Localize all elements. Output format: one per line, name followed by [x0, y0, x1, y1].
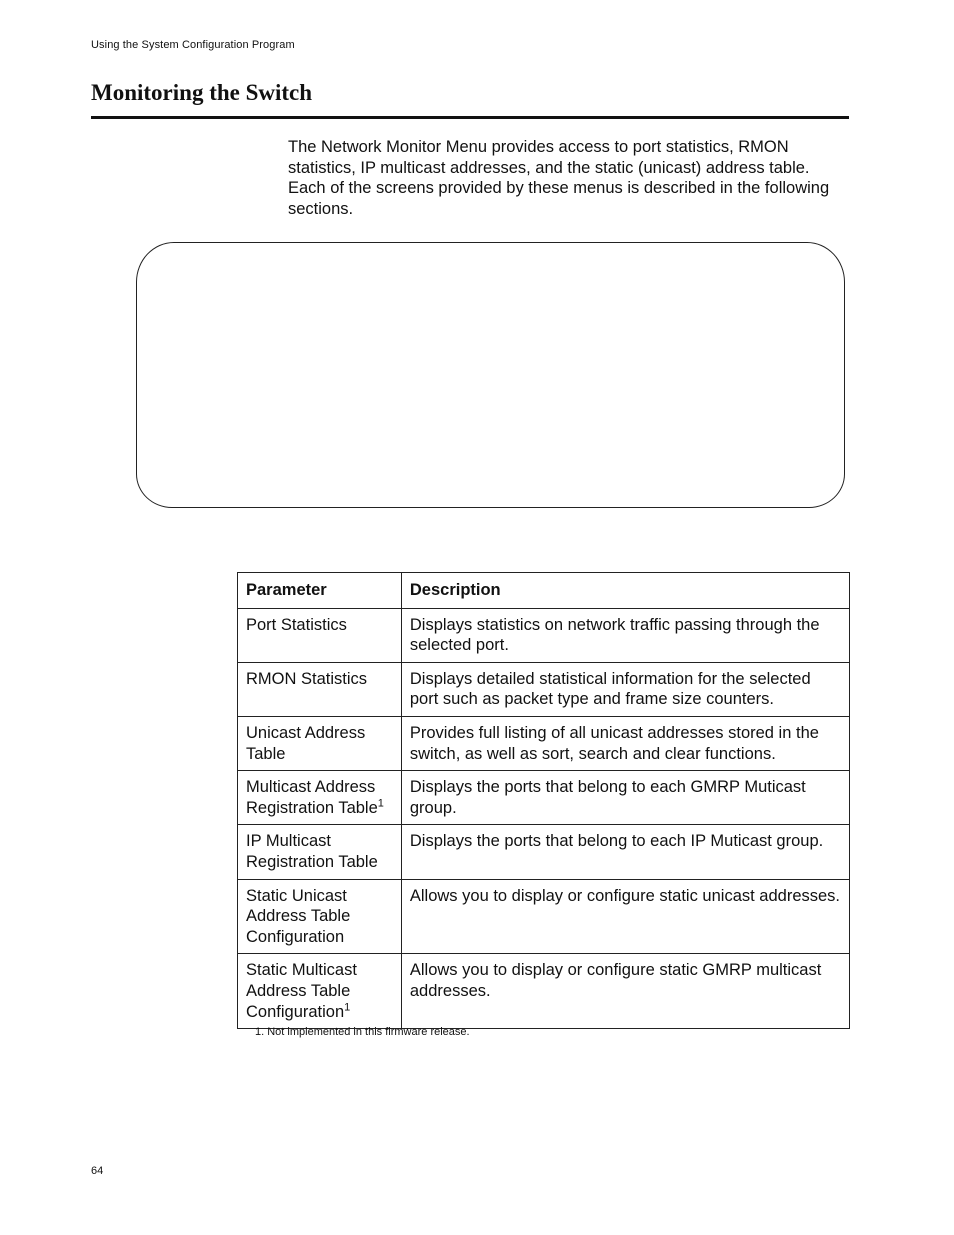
table-header-row: [238, 573, 850, 609]
parameter-cell: [238, 716, 402, 770]
description-cell: Displays detailed statistical information for the selected port such as packet type and frame size counters.: [401, 662, 849, 716]
parameter-name: Multicast Address Registration Table: [246, 778, 378, 817]
table-row: [238, 771, 850, 825]
parameter-cell: [238, 662, 402, 716]
column-header-parameter: Parameter: [238, 573, 402, 609]
table-row: [238, 954, 850, 1029]
parameter-cell: [238, 954, 402, 1029]
parameter-cell: [238, 771, 402, 825]
intro-paragraph: The Network Monitor Menu provides access to port statistics, RMON statistics, IP multicast addresses, and the static (unicast) address table. Each of the screens provided by these menus is described in the following sections.: [288, 138, 830, 218]
table-footnote: 1. Not implemented in this firmware release.: [255, 1026, 470, 1038]
description-cell: Allows you to display or configure static unicast addresses.: [401, 879, 849, 954]
parameter-cell: [238, 608, 402, 662]
menu-screen-frame: [136, 242, 845, 508]
table-row: [238, 662, 850, 716]
description-cell: Displays the ports that belong to each IP Muticast group.: [401, 825, 849, 879]
column-header-description: Description: [401, 573, 849, 609]
parameter-name: RMON Statistics: [246, 669, 368, 688]
parameter-table: [237, 572, 850, 1029]
parameter-name: IP Multicast Registration Table: [246, 832, 378, 871]
description-cell: Displays the ports that belong to each GMRP Muticast group.: [401, 771, 849, 825]
page-number: 64: [91, 1165, 104, 1177]
table-row: [238, 608, 850, 662]
table-row: [238, 716, 850, 770]
table-row: [238, 879, 850, 954]
section-title: Monitoring the Switch: [91, 80, 313, 105]
description-cell: Allows you to display or configure static GMRP multicast addresses.: [401, 954, 849, 1029]
parameter-cell: [238, 825, 402, 879]
description-cell: Provides full listing of all unicast addresses stored in the switch, as well as sort, search and clear functions.: [401, 716, 849, 770]
footnote-marker: 1: [377, 797, 384, 810]
footnote-marker: 1: [344, 1001, 351, 1013]
parameter-cell: [238, 879, 402, 954]
description-cell: Displays statistics on network traffic passing through the selected port.: [401, 608, 849, 662]
title-rule: [91, 116, 849, 119]
parameter-name: Unicast Address Table: [246, 723, 366, 763]
parameter-name: Static Multicast Address Table Configuration: [246, 961, 357, 1021]
running-header: Using the System Configuration Program: [91, 39, 295, 51]
parameter-name: Port Statistics: [246, 615, 347, 634]
parameter-name: Static Unicast Address Table Configuration: [246, 886, 351, 946]
table-row: [238, 825, 850, 879]
